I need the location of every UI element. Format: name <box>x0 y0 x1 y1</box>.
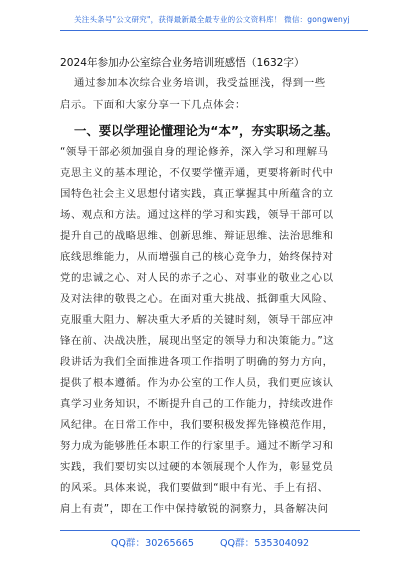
header-banner <box>58 8 366 30</box>
header-banner-text: 关注头条号"公文研究"，获得最新最全最专业的公文资料库！ 微信：gongwenyj <box>74 14 350 24</box>
paragraph-line: 段讲话为我们全面推进各项工作指明了明确的努力方向， <box>60 356 334 368</box>
paragraph-line: 底线思维能力，从而增强自己的核心竞争力，始终保持对 <box>60 251 334 263</box>
header-divider <box>60 30 368 31</box>
footer-qq-group-1: QQ群：30265665 <box>110 538 194 549</box>
paragraph-line: 场、观点和方法。通过这样的学习和实践，领导干部可以 <box>60 209 334 221</box>
paragraph-line: 肩上有责”，即在工作中保持敏锐的洞察力，具备解决问 <box>60 503 329 515</box>
document-title: 2024年参加办公室综合业务培训班感悟（1632字） <box>60 57 305 69</box>
footer-contact-bar <box>60 534 360 550</box>
paragraph-line: 风纪律。在日常工作中，我们要积极发挥先锋模范作用， <box>60 419 334 431</box>
paragraph-line: “领导干部必须加强自身的理论修养，深入学习和理解马 <box>60 146 329 158</box>
footer-qq-group-2: QQ群：535304092 <box>219 538 310 549</box>
paragraph-line: 克思主义的基本理论，不仅要学懂弄通，更要将新时代中 <box>60 167 334 179</box>
footer-divider <box>60 530 360 531</box>
intro-line: 启示。下面和大家分享一下几点体会： <box>60 99 246 111</box>
paragraph-line: 的风采。具体来说，我们要做到“眼中有光、手上有招、 <box>60 482 329 494</box>
paragraph-line: 真学习业务知识，不断提升自己的工作能力，持续改进作 <box>60 398 334 410</box>
paragraph-line: 及对法律的敬畏之心。在面对重大挑战、抵御重大风险、 <box>60 293 334 305</box>
paragraph-line: 实践，我们要切实以过硬的本领展现个人作为，彰显党员 <box>60 461 334 473</box>
paragraph-line: 党的忠诚之心、对人民的赤子之心、对事业的敬业之心以 <box>60 272 334 284</box>
paragraph-line: 努力成为能够胜任本职工作的行家里手。通过不断学习和 <box>60 440 334 452</box>
paragraph-line: 提升自己的战略思维、创新思维、辩证思维、法治思维和 <box>60 230 334 242</box>
paragraph-line: 克服重大阻力、解决重大矛盾的关键时刻，领导干部应冲 <box>60 314 334 326</box>
intro-line: 通过参加本次综合业务培训，我受益匪浅，得到一些 <box>74 77 326 89</box>
section-heading: 一、要以学理论懂理论为“本”，夯实职场之基。 <box>74 123 339 138</box>
paragraph-line: 锋在前、决战决胜，展现出坚定的领导力和决策能力。”这 <box>60 335 335 347</box>
paragraph-line: 提供了根本遵循。作为办公室的工作人员，我们更应该认 <box>60 377 334 389</box>
paragraph-line: 国特色社会主义思想付诸实践，真正掌握其中所蕴含的立 <box>60 188 334 200</box>
